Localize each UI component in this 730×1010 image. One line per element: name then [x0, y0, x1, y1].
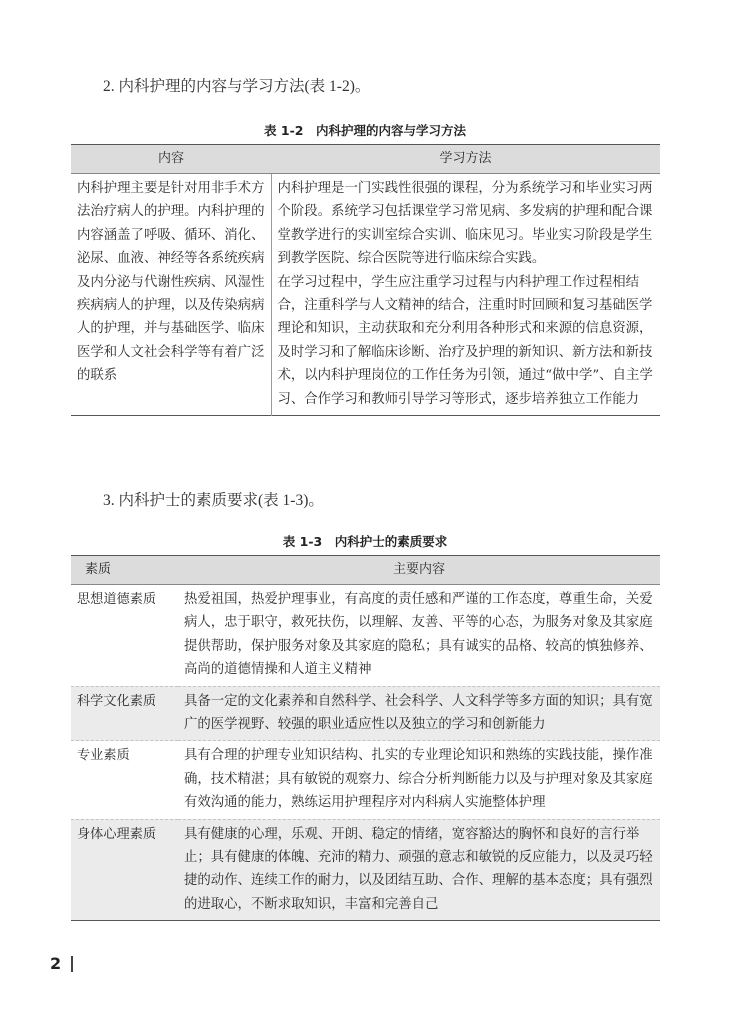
method-paragraph-2: 在学习过程中，学生应注重学习过程与内科护理工作过程相结合，注重科学与人文精神的结合，注重时时回顾和复习基础医学理论和知识，主动获取和充分利用各种形式和来源的信息资源，及时学习和了解临床诊断、治疗及护理的新知识、新方法和新技术，以内科护理岗位的工作任务为引领，通过“做中学”、自主学习、合作学习和教师引导学习等形式，逐步培养独立工作能力 [277, 274, 653, 407]
table-header-content: 内容 [71, 145, 271, 174]
table-caption-1-3: 表 1-3 内科护士的素质要求 [282, 534, 448, 549]
table-row [71, 819, 660, 921]
quality-name: 科学文化素质 [71, 686, 178, 741]
quality-name: 身体心理素质 [71, 819, 178, 921]
quality-content: 具备一定的文化素养和自然科学、社会科学、人文科学等多方面的知识；具有宽广的医学视野、较强的职业适应性以及独立的学习和创新能力 [178, 686, 660, 741]
table-header-quality: 素质 [71, 556, 178, 585]
method-paragraph-1: 内科护理是一门实践性很强的课程，分为系统学习和毕业实习两个阶段。系统学习包括课堂学习常见病、多发病的护理和配合课堂教学进行的实训室综合实训、临床见习。毕业实习阶段是学生到教学医院、综合医院等进行临床综合实践。 [277, 181, 653, 267]
section-heading-2: 2. 内科护理的内容与学习方法(表 1-2)。 [103, 78, 371, 95]
nurse-quality-table [71, 555, 660, 921]
table-row [71, 585, 660, 687]
quality-name: 思想道德素质 [77, 592, 157, 607]
quality-content: 热爱祖国，热爱护理事业，有高度的责任感和严谨的工作态度，尊重生命，关爱病人，忠于职守，救死扶伤，以理解、友善、平等的心态，为服务对象及其家庭提供帮助，保护服务对象及其家庭的隐私；具有诚实的品格、较高的慎独修养、高尚的道德情操和人道主义精神 [184, 592, 653, 678]
table-row [71, 174, 660, 416]
table-header-main-content: 主要内容 [178, 556, 660, 585]
content-methods-table [71, 144, 660, 416]
table-row [71, 741, 660, 819]
quality-name: 专业素质 [71, 741, 178, 819]
page-number-divider [71, 956, 73, 972]
table-row [71, 686, 660, 741]
table-header-method: 学习方法 [271, 145, 660, 174]
quality-content: 具有健康的心理，乐观、开朗、稳定的情绪，宽容豁达的胸怀和良好的言行举止；具有健康的体魄、充沛的精力、顽强的意志和敏锐的反应能力，以及灵巧轻捷的动作、连续工作的耐力，以及团结互助、合作、理解的基本态度；具有强烈的进取心，不断求取知识，丰富和完善自己 [178, 819, 660, 921]
content-cell: 内科护理主要是针对用非手术方法治疗病人的护理。内科护理的内容涵盖了呼吸、循环、消化、泌尿、血液、神经等各系统疾病及内分泌与代谢性疾病、风湿性疾病病人的护理，以及传染病病人的护理，并与基础医学、临床医学和人文社会科学等有着广泛的联系 [77, 181, 265, 384]
quality-content: 具有合理的护理专业知识结构、扎实的专业理论知识和熟练的实践技能，操作准确，技术精湛；具有敏锐的观察力、综合分析判断能力以及与护理对象及其家庭有效沟通的能力，熟练运用护理程序对内科病人实施整体护理 [178, 741, 660, 819]
method-cell [271, 174, 660, 416]
page-number: 2 [50, 954, 62, 973]
table-caption-1-2: 表 1-2 内科护理的内容与学习方法 [264, 123, 466, 138]
section-heading-3: 3. 内科护士的素质要求(表 1-3)。 [103, 492, 324, 509]
